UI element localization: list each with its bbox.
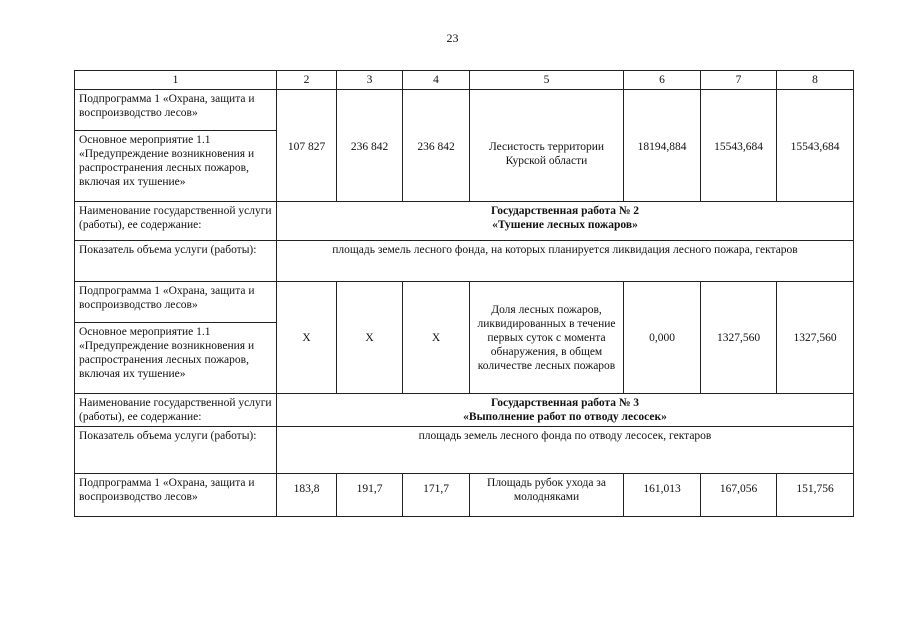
indicator-cell: Лесистость территории Курской области: [470, 90, 624, 202]
service-label-cell: Наименование государственной услуги (работы), ее содержание:: [75, 202, 277, 241]
value-cell: 161,013: [624, 474, 701, 517]
table-row: [75, 282, 854, 323]
header-cell: 2: [277, 71, 337, 90]
program-table: [74, 70, 854, 517]
volume-text-cell: площадь земель лесного фонда, на которых планируется ликвидация лесного пожара, гектаров: [277, 241, 854, 282]
value-cell: Х: [277, 282, 337, 394]
subprogram-cell: Подпрограмма 1 «Охрана, защита и воспроизводство лесов»: [75, 474, 277, 517]
table-row: [75, 241, 854, 282]
work-title: Государственная работа № 2: [490, 205, 640, 217]
value-cell: 151,756: [777, 474, 854, 517]
value-cell: 0,000: [624, 282, 701, 394]
volume-label-cell: Показатель объема услуги (работы):: [75, 241, 277, 282]
table-row: [75, 394, 854, 427]
header-cell: 6: [624, 71, 701, 90]
header-cell: 7: [701, 71, 777, 90]
value-cell: 171,7: [403, 474, 470, 517]
value-cell: 1327,560: [701, 282, 777, 394]
table-row: [75, 90, 854, 131]
subprogram-cell: Подпрограмма 1 «Охрана, защита и воспроизводство лесов»: [75, 90, 277, 131]
value-cell: 191,7: [337, 474, 403, 517]
header-cell: 8: [777, 71, 854, 90]
service-label-cell: Наименование государственной услуги (работы), ее содержание:: [75, 394, 277, 427]
value-cell: 1327,560: [777, 282, 854, 394]
work-subtitle: «Выполнение работ по отводу лесосек»: [463, 411, 667, 423]
work-title-cell: [277, 202, 854, 241]
table-row: [75, 427, 854, 474]
value-cell: 18194,884: [624, 90, 701, 202]
value-cell: 236 842: [403, 90, 470, 202]
value-cell: 15543,684: [701, 90, 777, 202]
indicator-cell: Площадь рубок ухода за молодняками: [470, 474, 624, 517]
measure-cell: Основное мероприятие 1.1 «Предупреждение возникновения и распространения лесных пожаров, включая их тушение»: [75, 323, 277, 394]
value-cell: 236 842: [337, 90, 403, 202]
volume-text-cell: площадь земель лесного фонда по отводу лесосек, гектаров: [277, 427, 854, 474]
header-row: [75, 71, 854, 90]
volume-label-cell: Показатель объема услуги (работы):: [75, 427, 277, 474]
page-number: 23: [446, 31, 459, 45]
value-cell: 167,056: [701, 474, 777, 517]
value-cell: 15543,684: [777, 90, 854, 202]
table-row: [75, 474, 854, 517]
work-subtitle: «Тушение лесных пожаров»: [492, 219, 638, 231]
value-cell: Х: [337, 282, 403, 394]
value-cell: Х: [403, 282, 470, 394]
value-cell: 107 827: [277, 90, 337, 202]
header-cell: 1: [75, 71, 277, 90]
indicator-cell: Доля лесных пожаров, ликвидированных в течение первых суток с момента обнаружения, в общем количестве лесных пожаров: [470, 282, 624, 394]
value-cell: 183,8: [277, 474, 337, 517]
header-cell: 3: [337, 71, 403, 90]
table-row: [75, 202, 854, 241]
work-title: Государственная работа № 3: [490, 397, 640, 409]
measure-cell: Основное мероприятие 1.1 «Предупреждение возникновения и распространения лесных пожаров, включая их тушение»: [75, 131, 277, 202]
header-cell: 5: [470, 71, 624, 90]
work-title-cell: [277, 394, 854, 427]
subprogram-cell: Подпрограмма 1 «Охрана, защита и воспроизводство лесов»: [75, 282, 277, 323]
header-cell: 4: [403, 71, 470, 90]
